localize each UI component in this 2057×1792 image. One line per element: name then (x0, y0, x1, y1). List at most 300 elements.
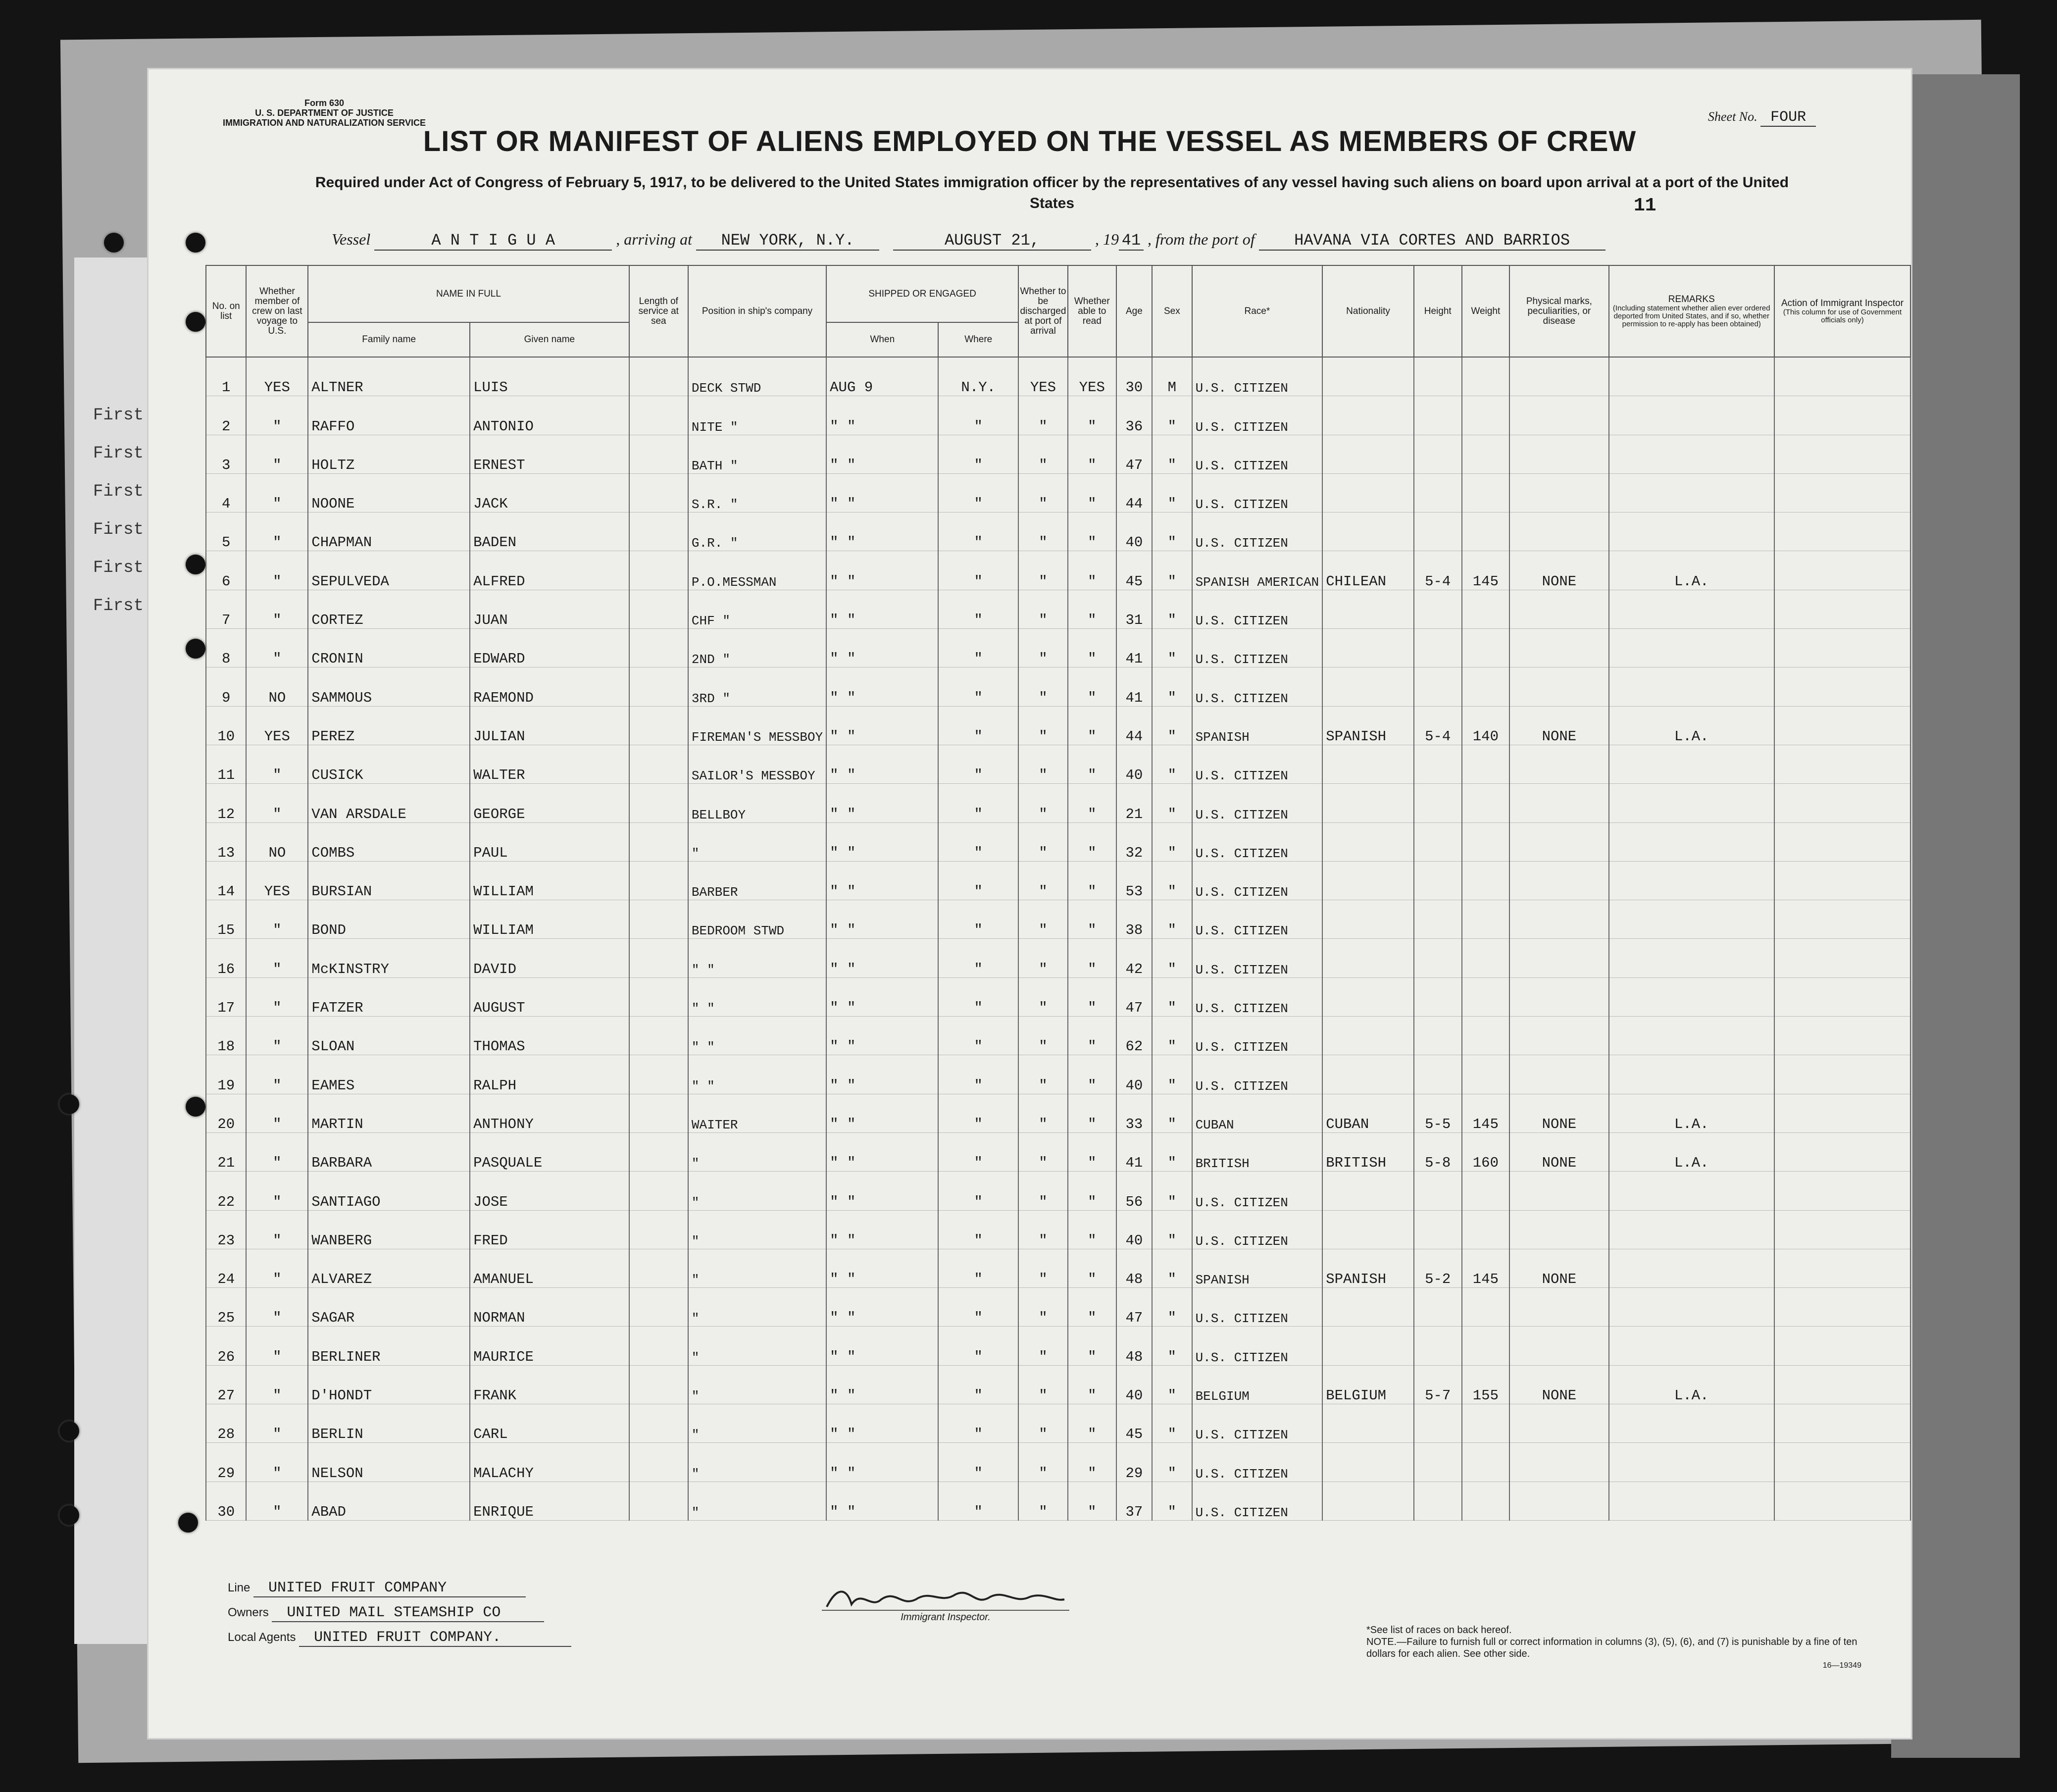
cell-read: " (1068, 745, 1116, 783)
cell-prev: " (246, 939, 308, 977)
cell-disch: " (1018, 1055, 1068, 1094)
cell-nat (1322, 1017, 1414, 1055)
table-row (206, 1443, 1910, 1482)
cell-nat: CHILEAN (1322, 551, 1414, 590)
cell-age: 32 (1116, 822, 1152, 861)
cell-read: " (1068, 784, 1116, 822)
cell-nat (1322, 1443, 1414, 1482)
cell-age: 41 (1116, 1132, 1152, 1171)
cell-action (1774, 784, 1910, 822)
cell-weight (1462, 1055, 1510, 1094)
cell-nat (1322, 861, 1414, 900)
binder-hole (186, 639, 205, 659)
cell-age: 21 (1116, 784, 1152, 822)
cell-action (1774, 1482, 1910, 1520)
cell-weight: 145 (1462, 1094, 1510, 1132)
left-page-strip (74, 257, 149, 1644)
cell-family: COMBS (308, 822, 470, 861)
cell-disch: " (1018, 861, 1068, 900)
cell-weight (1462, 822, 1510, 861)
cell-action (1774, 1210, 1910, 1249)
cell-prev: NO (246, 822, 308, 861)
cell-height: 5-4 (1414, 706, 1462, 745)
cell-marks (1509, 1443, 1608, 1482)
cell-svc (629, 473, 688, 512)
cell-read: " (1068, 1288, 1116, 1327)
cell-remarks (1609, 822, 1774, 861)
cell-where: " (938, 1172, 1018, 1210)
cell-given: FRANK (470, 1365, 629, 1404)
cell-read: " (1068, 590, 1116, 628)
cell-when: " " (826, 1288, 938, 1327)
cell-read: " (1068, 1365, 1116, 1404)
cell-remarks (1609, 1017, 1774, 1055)
cell-age: 40 (1116, 1365, 1152, 1404)
cell-marks (1509, 900, 1608, 939)
cell-read: " (1068, 551, 1116, 590)
table-row (206, 629, 1910, 667)
cell-height (1414, 1404, 1462, 1443)
cell-svc (629, 1172, 688, 1210)
header-marks: Physical marks, peculiarities, or disease (1509, 265, 1608, 357)
table-row (206, 551, 1910, 590)
cell-height (1414, 822, 1462, 861)
cell-sex: " (1152, 590, 1192, 628)
cell-no: 3 (206, 435, 246, 473)
table-row (206, 512, 1910, 551)
cell-age: 40 (1116, 1055, 1152, 1094)
header-family-name: Family name (308, 322, 470, 357)
cell-action (1774, 706, 1910, 745)
cell-age: 47 (1116, 1288, 1152, 1327)
cell-marks (1509, 473, 1608, 512)
cell-remarks (1609, 1443, 1774, 1482)
cell-sex: " (1152, 1094, 1192, 1132)
cell-sex: " (1152, 706, 1192, 745)
header-sex: Sex (1152, 265, 1192, 357)
cell-race: U.S. CITIZEN (1192, 512, 1323, 551)
cell-svc (629, 435, 688, 473)
cell-no: 14 (206, 861, 246, 900)
cell-when: " " (826, 1327, 938, 1365)
cell-action (1774, 551, 1910, 590)
cell-when: " " (826, 1210, 938, 1249)
cell-svc (629, 1055, 688, 1094)
cell-where: " (938, 1249, 1018, 1287)
cell-nat (1322, 473, 1414, 512)
cell-prev: YES (246, 357, 308, 396)
header-name: NAME IN FULL (308, 265, 629, 322)
cell-no: 22 (206, 1172, 246, 1210)
cell-remarks: L.A. (1609, 1132, 1774, 1171)
cell-where: " (938, 435, 1018, 473)
table-row (206, 977, 1910, 1016)
sheet-value: FOUR (1760, 109, 1816, 127)
cell-remarks (1609, 784, 1774, 822)
table-row (206, 1132, 1910, 1171)
cell-prev: " (246, 745, 308, 783)
cell-prev: YES (246, 861, 308, 900)
footnote-penalty: NOTE.—Failure to furnish full or correct information in columns (3), (5), (6), and (7) is punishable by a fine of ten dollars for each alien. See other side. (1366, 1637, 1857, 1659)
cell-svc (629, 1132, 688, 1171)
cell-marks: NONE (1509, 1094, 1608, 1132)
cell-weight: 160 (1462, 1132, 1510, 1171)
table-row (206, 861, 1910, 900)
cell-where: " (938, 939, 1018, 977)
cell-read: " (1068, 1404, 1116, 1443)
cell-read: " (1068, 900, 1116, 939)
cell-where: " (938, 551, 1018, 590)
cell-given: ANTHONY (470, 1094, 629, 1132)
cell-pos: P.O.MESSMAN (688, 551, 826, 590)
form-number: Form 630 (304, 98, 345, 108)
cell-where: " (938, 1017, 1018, 1055)
agents-field (228, 1629, 571, 1647)
cell-sex: " (1152, 1249, 1192, 1287)
page-title: LIST OR MANIFEST OF ALIENS EMPLOYED ON THE VESSEL AS MEMBERS OF CREW (423, 125, 1637, 157)
cell-given: LUIS (470, 357, 629, 396)
cell-weight (1462, 435, 1510, 473)
cell-weight (1462, 590, 1510, 628)
cell-disch: " (1018, 396, 1068, 435)
cell-read: " (1068, 473, 1116, 512)
cell-age: 45 (1116, 1404, 1152, 1443)
cell-remarks (1609, 861, 1774, 900)
page-subtitle: Required under Act of Congress of February 5, 1917, to be delivered to the United States immigration officer by the representatives of any vessel having such aliens on board upon arrival at a port of the United States (315, 174, 1789, 211)
cell-when: " " (826, 977, 938, 1016)
cell-prev: " (246, 551, 308, 590)
cell-nat (1322, 590, 1414, 628)
binder-hole (186, 233, 205, 253)
cell-marks (1509, 1404, 1608, 1443)
cell-where: " (938, 1365, 1018, 1404)
cell-read: " (1068, 1055, 1116, 1094)
cell-when: " " (826, 1443, 938, 1482)
cell-action (1774, 1288, 1910, 1327)
cell-pos: FIREMAN'S MESSBOY (688, 706, 826, 745)
cell-svc (629, 629, 688, 667)
cell-no: 15 (206, 900, 246, 939)
cell-family: FATZER (308, 977, 470, 1016)
cell-pos: SAILOR'S MESSBOY (688, 745, 826, 783)
cell-height (1414, 900, 1462, 939)
cell-where: " (938, 861, 1018, 900)
cell-given: MALACHY (470, 1443, 629, 1482)
cell-marks (1509, 1482, 1608, 1520)
cell-pos: BEDROOM STWD (688, 900, 826, 939)
cell-no: 24 (206, 1249, 246, 1287)
cell-prev: " (246, 1365, 308, 1404)
cell-when: " " (826, 1249, 938, 1287)
cell-given: ERNEST (470, 435, 629, 473)
cell-weight (1462, 939, 1510, 977)
cell-where: " (938, 1482, 1018, 1520)
cell-no: 8 (206, 629, 246, 667)
cell-height (1414, 1017, 1462, 1055)
cell-race: BELGIUM (1192, 1365, 1323, 1404)
cell-family: SLOAN (308, 1017, 470, 1055)
cell-sex: " (1152, 396, 1192, 435)
cell-pos: BELLBOY (688, 784, 826, 822)
cell-svc (629, 745, 688, 783)
cell-read: " (1068, 1249, 1116, 1287)
table-row (206, 706, 1910, 745)
cell-when: " " (826, 1055, 938, 1094)
form-identifier (223, 98, 426, 128)
cell-sex: " (1152, 435, 1192, 473)
cell-when: " " (826, 706, 938, 745)
cell-age: 48 (1116, 1327, 1152, 1365)
cell-height (1414, 745, 1462, 783)
cell-remarks (1609, 473, 1774, 512)
cell-race: U.S. CITIZEN (1192, 784, 1323, 822)
cell-read: " (1068, 1482, 1116, 1520)
cell-nat: BELGIUM (1322, 1365, 1414, 1404)
cell-where: " (938, 1443, 1018, 1482)
cell-height (1414, 629, 1462, 667)
cell-race: U.S. CITIZEN (1192, 1017, 1323, 1055)
cell-age: 31 (1116, 590, 1152, 628)
cell-given: DAVID (470, 939, 629, 977)
cell-family: CRONIN (308, 629, 470, 667)
cell-where: " (938, 473, 1018, 512)
cell-no: 12 (206, 784, 246, 822)
cell-weight (1462, 1288, 1510, 1327)
table-row (206, 1017, 1910, 1055)
cell-prev: " (246, 1210, 308, 1249)
cell-remarks (1609, 1210, 1774, 1249)
cell-no: 25 (206, 1288, 246, 1327)
cell-action (1774, 473, 1910, 512)
cell-marks (1509, 590, 1608, 628)
cell-pos: DECK STWD (688, 357, 826, 396)
cell-prev: " (246, 900, 308, 939)
cell-read: " (1068, 629, 1116, 667)
cell-no: 26 (206, 1327, 246, 1365)
cell-svc (629, 551, 688, 590)
cell-pos: 3RD " (688, 667, 826, 706)
cell-nat (1322, 1055, 1414, 1094)
cell-where: " (938, 1404, 1018, 1443)
sheet-number (1708, 109, 1816, 126)
owners-label: Owners (228, 1606, 269, 1619)
cell-no: 7 (206, 590, 246, 628)
cell-remarks (1609, 667, 1774, 706)
arrival-date: AUGUST 21, (893, 231, 1091, 251)
cell-weight (1462, 1017, 1510, 1055)
cell-race: U.S. CITIZEN (1192, 435, 1323, 473)
cell-nat (1322, 629, 1414, 667)
cell-race: U.S. CITIZEN (1192, 900, 1323, 939)
cell-family: CUSICK (308, 745, 470, 783)
cell-pos: WAITER (688, 1094, 826, 1132)
cell-family: PEREZ (308, 706, 470, 745)
cell-given: WALTER (470, 745, 629, 783)
cell-weight (1462, 473, 1510, 512)
sheet-label: Sheet No. (1708, 109, 1757, 124)
cell-where: " (938, 784, 1018, 822)
owners-field (228, 1604, 544, 1622)
cell-where: N.Y. (938, 357, 1018, 396)
cell-nat (1322, 1172, 1414, 1210)
cell-family: BURSIAN (308, 861, 470, 900)
cell-family: ABAD (308, 1482, 470, 1520)
cell-when: " " (826, 667, 938, 706)
cell-given: NORMAN (470, 1288, 629, 1327)
header-remarks (1609, 265, 1774, 357)
header-no: No. on list (206, 265, 246, 357)
origin-port: HAVANA VIA CORTES AND BARRIOS (1259, 231, 1605, 251)
cell-sex: " (1152, 1210, 1192, 1249)
agents-value: UNITED FRUIT COMPANY. (299, 1629, 571, 1647)
cell-prev: " (246, 1288, 308, 1327)
cell-sex: " (1152, 1172, 1192, 1210)
cell-no: 29 (206, 1443, 246, 1482)
cell-given: RALPH (470, 1055, 629, 1094)
cell-read: " (1068, 667, 1116, 706)
cell-where: " (938, 900, 1018, 939)
binder-hole (178, 1513, 198, 1533)
cell-nat: SPANISH (1322, 706, 1414, 745)
cell-height (1414, 512, 1462, 551)
cell-remarks (1609, 1482, 1774, 1520)
cell-given: BADEN (470, 512, 629, 551)
cell-disch: " (1018, 590, 1068, 628)
cell-weight (1462, 1172, 1510, 1210)
cell-age: 40 (1116, 512, 1152, 551)
cell-height (1414, 1327, 1462, 1365)
remarks-note: (Including statement whether alien ever ordered deported from United States, and if so, whether permission to re-apply has been obtained) (1612, 304, 1770, 328)
cell-pos: " (688, 1365, 826, 1404)
cell-pos: " (688, 1210, 826, 1249)
cell-race: U.S. CITIZEN (1192, 977, 1323, 1016)
cell-weight: 145 (1462, 551, 1510, 590)
table-row (206, 473, 1910, 512)
cell-remarks (1609, 629, 1774, 667)
header-given-name: Given name (470, 322, 629, 357)
cell-sex: " (1152, 977, 1192, 1016)
binder-hole (186, 1097, 205, 1117)
cell-family: RAFFO (308, 396, 470, 435)
cell-marks (1509, 357, 1608, 396)
year-prefix: , 19 (1095, 230, 1119, 248)
cell-where: " (938, 822, 1018, 861)
vessel-label: Vessel (332, 230, 371, 248)
cell-pos: G.R. " (688, 512, 826, 551)
cell-when: " " (826, 939, 938, 977)
cell-no: 20 (206, 1094, 246, 1132)
cell-sex: " (1152, 822, 1192, 861)
cell-svc (629, 1327, 688, 1365)
cell-remarks (1609, 1249, 1774, 1287)
cell-sex: " (1152, 1132, 1192, 1171)
cell-given: WILLIAM (470, 861, 629, 900)
cell-race: U.S. CITIZEN (1192, 1327, 1323, 1365)
cell-read: " (1068, 1132, 1116, 1171)
cell-action (1774, 1404, 1910, 1443)
cell-svc (629, 861, 688, 900)
cell-when: " " (826, 1404, 938, 1443)
cell-no: 21 (206, 1132, 246, 1171)
cell-weight (1462, 1210, 1510, 1249)
cell-weight (1462, 900, 1510, 939)
cell-nat (1322, 396, 1414, 435)
table-row (206, 745, 1910, 783)
cell-svc (629, 939, 688, 977)
cell-svc (629, 1017, 688, 1055)
cell-prev: " (246, 1404, 308, 1443)
cell-disch: " (1018, 745, 1068, 783)
cell-family: SANTIAGO (308, 1172, 470, 1210)
cell-race: U.S. CITIZEN (1192, 590, 1323, 628)
cell-where: " (938, 1210, 1018, 1249)
cell-pos: BATH " (688, 435, 826, 473)
header-nationality: Nationality (1322, 265, 1414, 357)
print-code: 16—19349 (1822, 1661, 1861, 1670)
cell-age: 53 (1116, 861, 1152, 900)
cell-given: JUAN (470, 590, 629, 628)
header-race: Race* (1192, 265, 1323, 357)
cell-svc (629, 977, 688, 1016)
cell-height (1414, 357, 1462, 396)
cell-given: AMANUEL (470, 1249, 629, 1287)
cell-nat (1322, 784, 1414, 822)
cell-weight (1462, 1443, 1510, 1482)
cell-when: " " (826, 590, 938, 628)
cell-prev: " (246, 977, 308, 1016)
header-height: Height (1414, 265, 1462, 357)
cell-family: SAGAR (308, 1288, 470, 1327)
binder-hole (104, 233, 124, 253)
cell-height (1414, 1055, 1462, 1094)
table-row (206, 667, 1910, 706)
cell-given: THOMAS (470, 1017, 629, 1055)
cell-sex: " (1152, 745, 1192, 783)
cell-prev: " (246, 784, 308, 822)
cell-age: 42 (1116, 939, 1152, 977)
cell-pos: " (688, 1327, 826, 1365)
cell-prev: " (246, 1482, 308, 1520)
cell-when: " " (826, 822, 938, 861)
manifest-sheet (149, 69, 1911, 1738)
cell-marks: NONE (1509, 1365, 1608, 1404)
cell-read: " (1068, 977, 1116, 1016)
cell-prev: YES (246, 706, 308, 745)
cell-prev: " (246, 1017, 308, 1055)
cell-height (1414, 939, 1462, 977)
cell-when: " " (826, 861, 938, 900)
cell-weight (1462, 784, 1510, 822)
cell-prev: " (246, 1094, 308, 1132)
cell-weight (1462, 977, 1510, 1016)
cell-given: AUGUST (470, 977, 629, 1016)
table-row (206, 357, 1910, 396)
cell-action (1774, 512, 1910, 551)
cell-pos: " (688, 1443, 826, 1482)
cell-disch: " (1018, 939, 1068, 977)
header-position: Position in ship's company (688, 265, 826, 357)
cell-pos: " " (688, 977, 826, 1016)
cell-svc (629, 822, 688, 861)
cell-marks (1509, 977, 1608, 1016)
cell-when: " " (826, 1094, 938, 1132)
cell-no: 27 (206, 1365, 246, 1404)
cell-nat (1322, 1482, 1414, 1520)
cell-given: PASQUALE (470, 1132, 629, 1171)
cell-marks (1509, 629, 1608, 667)
cell-given: CARL (470, 1404, 629, 1443)
cell-disch: " (1018, 977, 1068, 1016)
